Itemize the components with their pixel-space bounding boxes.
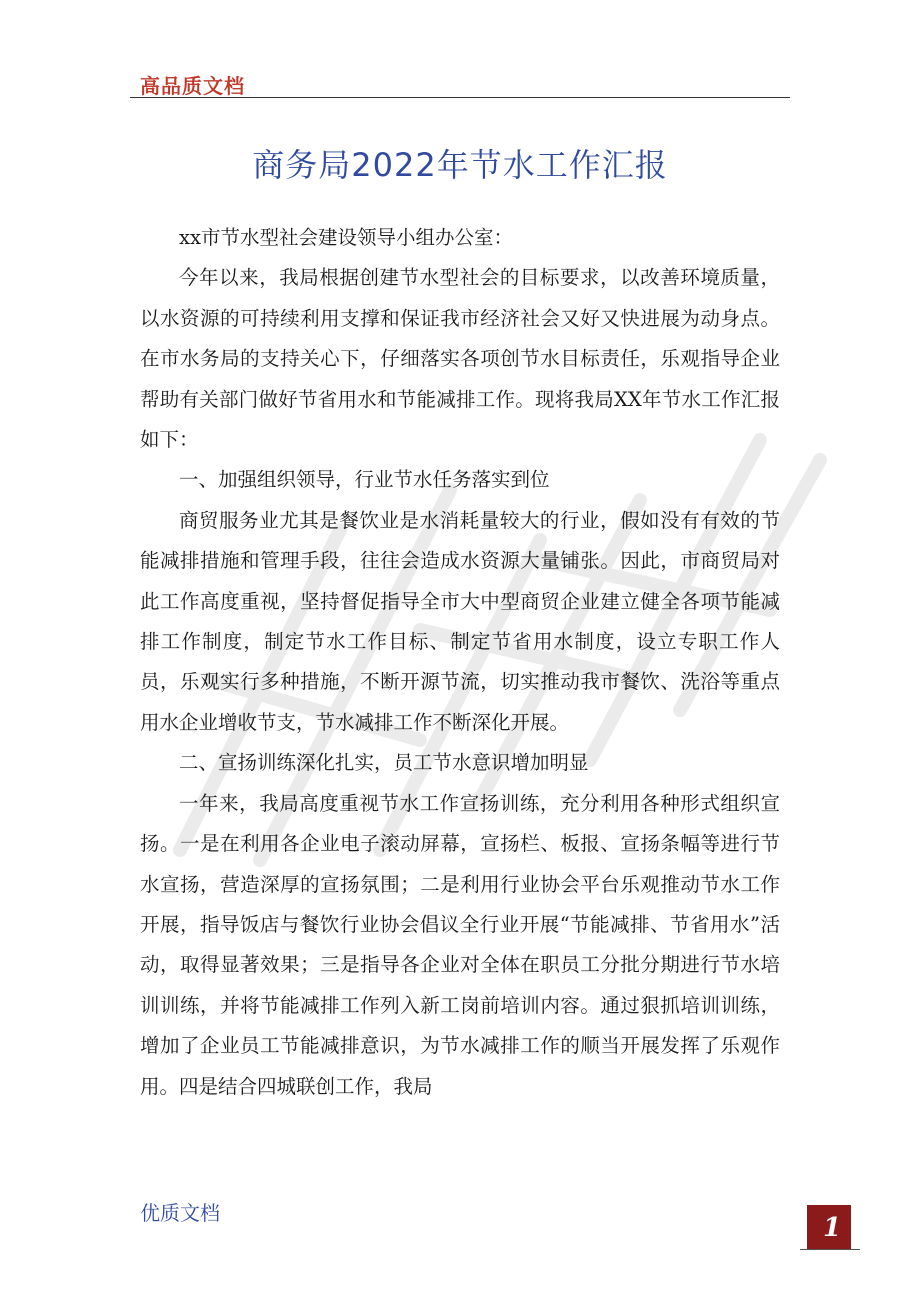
section-heading: 二、宣扬训练深化扎实，员工节水意识增加明显 [179,751,589,775]
header-label: 高品质文档 [140,74,245,98]
salutation-paragraph: xx市节水型社会建设领导小组办公室： [179,226,513,249]
body-paragraph: 今年以来，我局根据创建节水型社会的目标要求，以改善环境质量，以水资源的可持续利用支撑和保证我市经济社会又好又快进展为动身点。在市水务局的支持关心下，仔细落实各项创节水目标责任，乐观指导企业帮助有关部门做好节省用水和节能减排工作。现将我局XX年节水工作汇报如下： [140,266,780,452]
page-number: 1 [823,1213,842,1243]
footer-label: 优质文档 [140,1201,220,1225]
section-heading: 一、加强组织领导，行业节水任务落实到位 [179,468,550,492]
body-paragraph: 一年来，我局高度重视节水工作宣扬训练，充分利用各种形式组织宣扬。一是在利用各企业电子滚动屏幕，宣扬栏、板报、宣扬条幅等进行节水宣扬，营造深厚的宣扬氛围；二是利用行业协会平台乐观推动节水工作开展，指导饭店与餐饮行业协会倡议全行业开展“节能减排、节省用水”活动，取得显著效果；三是指导各企业对全体在职员工分批分期进行节水培训训练，并将节能减排工作列入新工岗前培训内容。通过狠抓培训训练，增加了企业员工节能减排意识，为节水减排工作的顺当开展发挥了乐观作用。四是结合四城联创工作，我局 [140,791,780,1098]
body-paragraph: 商贸服务业尤其是餐饮业是水消耗量较大的行业，假如没有有效的节能减排措施和管理手段，往往会造成水资源大量铺张。因此，市商贸局对此工作高度重视，坚持督促指导全市大中型商贸企业建立健全各项节能减排工作制度，制定节水工作目标、制定节省用水制度，设立专职工作人员，乐观实行多种措施，不断开源节流，切实推动我市餐饮、洗浴等重点用水企业增收节支，节水减排工作不断深化开展。 [140,508,780,734]
footer-divider [800,1249,860,1250]
document-body [140,218,780,1107]
header-divider [130,97,790,98]
document-title: 商务局2022年节水工作汇报 [252,146,668,184]
